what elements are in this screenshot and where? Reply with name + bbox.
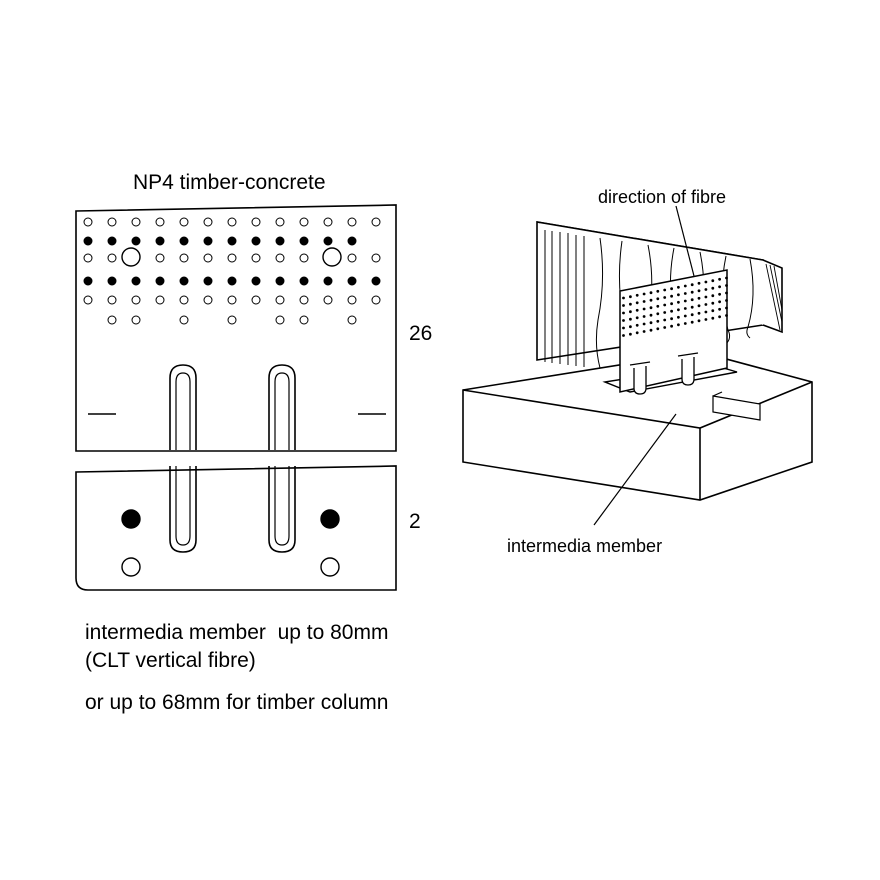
- iso-perforation-dot: [691, 283, 694, 286]
- iso-perforation-dot: [622, 304, 625, 307]
- perforation-dot: [276, 296, 284, 304]
- perforation-dot: [252, 254, 260, 262]
- iso-perforation-dot: [670, 317, 673, 320]
- perforation-dot: [132, 296, 140, 304]
- iso-perforation-dot: [705, 311, 708, 314]
- perforation-dot: [348, 296, 356, 304]
- iso-perforation-dot: [691, 306, 694, 309]
- iso-perforation-dot: [718, 293, 721, 296]
- iso-perforation-dot: [711, 279, 714, 282]
- iso-perforation-dot: [677, 316, 680, 319]
- iso-perforation-dot: [636, 324, 639, 327]
- iso-perforation-dot: [691, 291, 694, 294]
- iso-perforation-dot: [677, 301, 680, 304]
- perforation-dot: [372, 218, 380, 226]
- iso-perforation-dot: [711, 309, 714, 312]
- perforation-dot: [252, 277, 260, 285]
- perforation-dot: [300, 296, 308, 304]
- bottom-plate-filled-hole: [321, 510, 339, 528]
- iso-perforation-dot: [636, 309, 639, 312]
- perforation-dot: [252, 218, 260, 226]
- perforation-dot: [348, 316, 356, 324]
- note-line-2: (CLT vertical fibre): [85, 649, 256, 672]
- perforation-dot: [300, 218, 308, 226]
- perforation-dot: [108, 277, 116, 285]
- iso-perforation-dot: [725, 307, 728, 310]
- perforation-dot: [108, 218, 116, 226]
- iso-perforation-dot: [650, 306, 653, 309]
- iso-perforation-dot: [629, 303, 632, 306]
- iso-perforation-dot: [663, 304, 666, 307]
- iso-perforation-dot: [629, 295, 632, 298]
- perforation-dot: [132, 316, 140, 324]
- iso-perforation-dot: [698, 319, 701, 322]
- iso-perforation-dot: [663, 296, 666, 299]
- iso-perforation-dot: [636, 301, 639, 304]
- perforation-dot: [204, 237, 212, 245]
- perforation-dot: [228, 296, 236, 304]
- iso-perforation-dot: [643, 300, 646, 303]
- iso-perforation-dot: [636, 331, 639, 334]
- iso-perforation-dot: [705, 296, 708, 299]
- iso-perforation-dot: [622, 297, 625, 300]
- perforation-dot: [348, 218, 356, 226]
- large-hole: [323, 248, 341, 266]
- iso-perforation-dot: [650, 299, 653, 302]
- iso-perforation-dot: [656, 320, 659, 323]
- perforation-dot: [204, 296, 212, 304]
- large-hole: [122, 248, 140, 266]
- callout-intermedia-member: intermedia member: [507, 536, 663, 556]
- perforation-dot: [84, 237, 92, 245]
- perforation-dot: [372, 277, 380, 285]
- iso-perforation-dot: [684, 285, 687, 288]
- iso-perforation-dot: [691, 298, 694, 301]
- iso-perforation-dot: [698, 289, 701, 292]
- perforation-dot: [156, 237, 164, 245]
- iso-perforation-dot: [636, 316, 639, 319]
- iso-perforation-dot: [718, 285, 721, 288]
- perforation-dot: [300, 277, 308, 285]
- perforation-dot: [228, 277, 236, 285]
- iso-perforation-dot: [629, 310, 632, 313]
- iso-perforation-dot: [725, 299, 728, 302]
- perforation-dot: [276, 218, 284, 226]
- perforation-dot: [132, 277, 140, 285]
- iso-perforation-dot: [725, 284, 728, 287]
- iso-perforation-dot: [705, 318, 708, 321]
- iso-perforation-dot: [622, 334, 625, 337]
- perforation-dot: [300, 237, 308, 245]
- bottom-plate-open-hole: [122, 558, 140, 576]
- perforation-dot: [180, 254, 188, 262]
- perforation-dot: [348, 277, 356, 285]
- iso-perforation-dot: [725, 292, 728, 295]
- callout-direction-of-fibre: direction of fibre: [598, 187, 727, 207]
- iso-perforation-dot: [698, 297, 701, 300]
- iso-perforation-dot: [684, 300, 687, 303]
- iso-perforation-dot: [636, 294, 639, 297]
- perforation-dot: [228, 218, 236, 226]
- iso-perforation-dot: [670, 302, 673, 305]
- perforation-dot: [228, 254, 236, 262]
- iso-perforation-dot: [650, 321, 653, 324]
- iso-perforation-dot: [622, 327, 625, 330]
- iso-perforation-dot: [718, 308, 721, 311]
- page-title: NP4 timber-concrete: [133, 171, 326, 194]
- perforation-dot: [156, 254, 164, 262]
- note-line-1: intermedia member up to 80mm: [85, 621, 389, 644]
- iso-perforation-dot: [677, 293, 680, 296]
- iso-perforation-dot: [629, 333, 632, 336]
- iso-perforation-dot: [663, 289, 666, 292]
- perforation-dot: [180, 237, 188, 245]
- iso-perforation-dot: [725, 277, 728, 280]
- note-line-3: or up to 68mm for timber column: [85, 691, 389, 714]
- perforation-dot: [180, 218, 188, 226]
- perforation-dot: [132, 237, 140, 245]
- isometric-assembly: [463, 206, 812, 525]
- iso-perforation-dot: [643, 330, 646, 333]
- iso-perforation-dot: [698, 304, 701, 307]
- perforation-dot: [324, 218, 332, 226]
- iso-perforation-dot: [670, 325, 673, 328]
- perforation-dot: [276, 237, 284, 245]
- iso-perforation-dot: [622, 319, 625, 322]
- perforation-dot: [204, 277, 212, 285]
- iso-perforation-dot: [705, 303, 708, 306]
- iso-perforation-dot: [691, 321, 694, 324]
- perforation-dot: [108, 254, 116, 262]
- iso-perforation-dot: [725, 314, 728, 317]
- perforation-dot: [180, 296, 188, 304]
- iso-perforation-dot: [629, 318, 632, 321]
- dimension-label-top: 26: [409, 322, 433, 345]
- iso-perforation-dot: [663, 319, 666, 322]
- iso-perforation-dot: [711, 287, 714, 290]
- iso-perforation-dot: [643, 293, 646, 296]
- iso-perforation-dot: [677, 308, 680, 311]
- iso-perforation-dot: [711, 317, 714, 320]
- iso-perforation-dot: [670, 287, 673, 290]
- iso-perforation-dot: [650, 291, 653, 294]
- perforation-dot: [228, 237, 236, 245]
- iso-perforation-dot: [677, 286, 680, 289]
- perforation-dot: [300, 254, 308, 262]
- perforation-dot: [108, 316, 116, 324]
- iso-perforation-dot: [643, 323, 646, 326]
- iso-perforation-dot: [650, 314, 653, 317]
- perforation-dot: [300, 316, 308, 324]
- perforation-dot: [276, 316, 284, 324]
- perforation-dot: [84, 254, 92, 262]
- perforation-dot: [84, 218, 92, 226]
- perforation-dot: [156, 296, 164, 304]
- iso-perforation-dot: [684, 307, 687, 310]
- perforation-dot: [108, 296, 116, 304]
- iso-perforation-dot: [711, 294, 714, 297]
- iso-perforation-dot: [705, 288, 708, 291]
- iso-perforation-dot: [698, 282, 701, 285]
- bottom-plate-open-hole: [321, 558, 339, 576]
- perforation-dot: [204, 218, 212, 226]
- perforation-dot: [180, 277, 188, 285]
- iso-perforation-dot: [684, 315, 687, 318]
- perforation-dot: [324, 277, 332, 285]
- dimension-label-bottom: 2: [409, 510, 421, 533]
- perforation-dot: [276, 277, 284, 285]
- iso-perforation-dot: [656, 312, 659, 315]
- iso-perforation-dot: [684, 292, 687, 295]
- perforation-dot: [132, 218, 140, 226]
- perforation-dot: [324, 237, 332, 245]
- iso-perforation-dot: [663, 326, 666, 329]
- perforation-dot: [348, 254, 356, 262]
- perforation-dot: [204, 254, 212, 262]
- iso-perforation-dot: [670, 310, 673, 313]
- perforation-dot: [180, 316, 188, 324]
- iso-perforation-dot: [650, 329, 653, 332]
- iso-perforation-dot: [622, 312, 625, 315]
- perforation-dot: [84, 277, 92, 285]
- iso-perforation-dot: [684, 322, 687, 325]
- perforation-dot: [156, 277, 164, 285]
- iso-perforation-dot: [698, 312, 701, 315]
- iso-perforation-dot: [656, 327, 659, 330]
- iso-perforation-dot: [663, 311, 666, 314]
- iso-perforation-dot: [629, 325, 632, 328]
- bottom-plate-filled-hole: [122, 510, 140, 528]
- perforation-dot: [108, 237, 116, 245]
- perforation-dot: [228, 316, 236, 324]
- perforation-dot: [252, 237, 260, 245]
- perforation-dot: [372, 296, 380, 304]
- perforation-dot: [372, 254, 380, 262]
- iso-perforation-dot: [643, 308, 646, 311]
- iso-perforation-dot: [656, 305, 659, 308]
- iso-perforation-dot: [711, 302, 714, 305]
- perforation-dot: [348, 237, 356, 245]
- iso-perforation-dot: [677, 323, 680, 326]
- iso-perforation-dot: [718, 315, 721, 318]
- perforation-dot: [84, 296, 92, 304]
- perforation-dot: [252, 296, 260, 304]
- iso-perforation-dot: [718, 278, 721, 281]
- iso-perforation-dot: [691, 313, 694, 316]
- perforation-dot: [324, 296, 332, 304]
- iso-perforation-dot: [656, 297, 659, 300]
- perforation-dot: [156, 218, 164, 226]
- perforation-dot: [276, 254, 284, 262]
- iso-perforation-dot: [705, 281, 708, 284]
- iso-perforation-dot: [718, 300, 721, 303]
- iso-perforation-dot: [670, 295, 673, 298]
- iso-perforation-dot: [643, 315, 646, 318]
- iso-perforation-dot: [656, 290, 659, 293]
